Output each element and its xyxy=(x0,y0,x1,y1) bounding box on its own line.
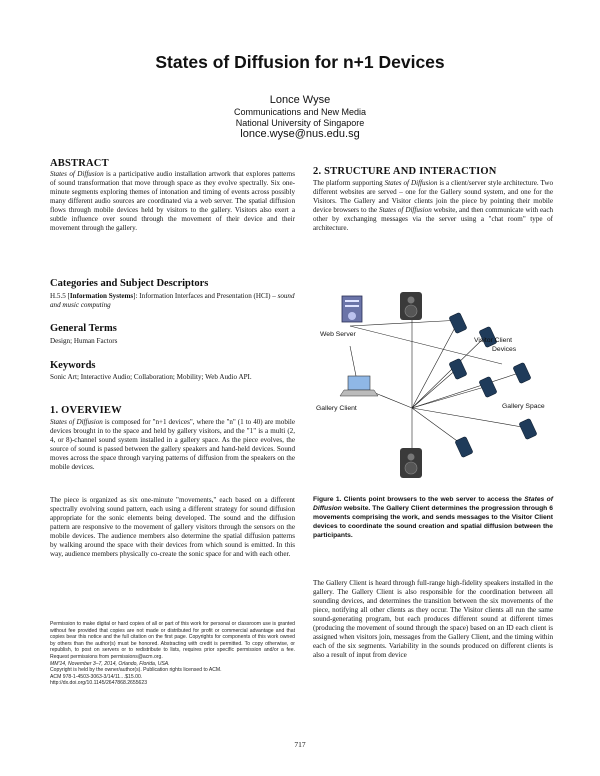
phone-icon xyxy=(455,436,473,457)
phone-icon xyxy=(513,362,531,383)
phone-icon xyxy=(449,312,467,333)
phone-icon xyxy=(519,418,537,439)
permission-doi[interactable]: http://dx.doi.org/10.1145/2647868.2655623 xyxy=(50,680,148,687)
abstract-lead: States of Diffusion xyxy=(50,170,104,178)
overview-heading: 1. OVERVIEW xyxy=(50,405,122,416)
general-terms-text: Design; Human Factors xyxy=(50,337,118,345)
structure-p1-lead: States of Diffusion xyxy=(384,179,438,187)
structure-paragraph-2: The Gallery Client is heard through full-range high-fidelity speakers installed in the gallery. The Gallery Client is also responsible for the coordination between all sounding devices, and determines the transition between the six movements of the piece, notifying all other clients as they occur. The Visitor clients all run the same sound-generating program, but each produces different sound at different times (producing the movement of sound through the space) based on an ID each client is assigned when visitors join, messages from the Gallery Client, and the timing within each of the six segments. Variability in the sounds produced on different clients is also a result of input from device xyxy=(313,579,553,660)
permission-block xyxy=(50,621,295,687)
overview-lead: States of Diffusion xyxy=(50,418,103,426)
categories-bold: Information Systems xyxy=(69,292,134,300)
permission-acm: ACM 978-1-4503-3063-3/14/11…$15.00. xyxy=(50,673,143,680)
phone-icon xyxy=(449,358,467,379)
author-name: Lonce Wyse xyxy=(269,94,331,106)
phone-icon xyxy=(479,376,497,397)
paper-title: States of Diffusion for n+1 Devices xyxy=(155,52,445,72)
categories-heading: Categories and Subject Descriptors xyxy=(50,278,209,289)
laptop-icon xyxy=(340,376,378,396)
author-email[interactable]: lonce.wyse@nus.edu.sg xyxy=(240,128,360,140)
permission-copyright: Copyright is held by the owner/author(s). Publication rights licensed to ACM. xyxy=(50,667,222,674)
label-web-server: Web Server xyxy=(320,331,356,338)
caption-italic: States of Diffusion xyxy=(313,496,553,513)
keywords-heading: Keywords xyxy=(50,360,96,371)
visitor-phones xyxy=(449,312,537,457)
web-server-icon xyxy=(342,296,362,322)
label-visitor-client: Visitor Client xyxy=(474,337,513,344)
abstract-body: is a participative audio installation artwork that explores patterns of sound transformation that move through space as they evolve spectrally. Six one-minute segments exploring themes of intonation and timing of events across possibly many different audio sources are coordinated via a web server. The spatial diffusion flows through mobile devices held by visitors to the gallery. Visitors also exert a subtle influence over sound through the movement of their device and their movement through the gallery. xyxy=(50,170,295,233)
keywords-text: Sonic Art; Interactive Audio; Collaboration; Mobility; Web Audio API. xyxy=(50,373,252,381)
permission-venue: MM'14, November 3–7, 2014, Orlando, Florida, USA. xyxy=(50,660,170,667)
speaker-top-icon xyxy=(400,292,422,320)
overview-paragraph-2: The piece is organized as six one-minute "movements," each based on a different spectrally evolving sound pattern, each using a different strategy for sound diffusion appropriate for the sonic elements being developed. The sound and the diffusion pattern are responsive to the movement of gallery visitors through the sensors on the mobile devices. The audience members also determine the spatial diffusion patterns by walking around the space with their devices from which sound is emitted. In this way, audience members physically co-create the sonic space for and with each other. xyxy=(50,496,295,559)
page-number: 717 xyxy=(294,740,306,749)
structure-heading: 2. STRUCTURE AND INTERACTION xyxy=(313,166,497,177)
structure-paragraph-1 xyxy=(313,179,553,233)
permission-text: Permission to make digital or hard copies of all or part of this work for personal or classroom use is granted without fee provided that copies are not made or distributed for profit or commercial advantage and that copies bear this notice and the full citation on the first page. Copyrights for components of this work owned by others than the author(s) must be honored. Abstracting with credit is permitted. To copy otherwise, or republish, to post on servers or to redistribute to lists, requires prior specific permission and/or a fee. Request permissions from permissions@acm.org. xyxy=(50,621,295,660)
author-affiliation-2: National University of Singapore xyxy=(235,118,365,128)
categories-body: ]: Information Interfaces and Presentation (HCI) – xyxy=(133,292,278,300)
label-devices: Devices xyxy=(492,346,517,353)
abstract-heading: ABSTRACT xyxy=(50,158,109,169)
structure-p1-b: is a client/server style architecture. Two different websites are served – one for the Gallery sound system, and one for the Visitors. The Gallery and Visitor clients join the piece by pointing their mobile device browsers to the xyxy=(313,179,553,215)
figure-diagram xyxy=(312,286,580,486)
label-gallery-client: Gallery Client xyxy=(316,405,357,412)
speaker-bottom-icon xyxy=(400,448,422,478)
caption-a: Figure 1. Clients point browsers to the web server to access the xyxy=(313,496,525,503)
figure-caption xyxy=(313,495,553,540)
overview-p1-body: is composed for "n+1 devices", where the "n" (1 to 40) are mobile devices brought in to the space and held by gallery visitors, and the "1" is a multi (2, 4, or 8)-channel sound system installed in a gallery space. As the piece evolves, the source of sound is passed between the gallery speakers and hand-held devices. Sound moves across the space through varying patterns of diffusion from the speakers on the mobile devices. xyxy=(50,418,295,472)
categories-text xyxy=(50,292,295,310)
categories-italic: sound and music computing xyxy=(50,292,295,310)
structure-p1-a: The platform supporting xyxy=(313,179,385,187)
general-terms-heading: General Terms xyxy=(50,323,117,334)
categories-code: H.5.5 [ xyxy=(50,292,70,300)
overview-paragraph-1 xyxy=(50,418,295,472)
abstract-text xyxy=(50,170,295,233)
structure-p1-lead2: States of Diffusion xyxy=(379,206,432,215)
author-affiliation-1: Communications and New Media xyxy=(233,107,367,117)
label-gallery-space: Gallery Space xyxy=(502,403,545,410)
connection-lines xyxy=(350,306,528,462)
structure-p1-c: website, and then communicate with each other by exchanging messages via the server using a "chat room" type of architecture. xyxy=(313,206,554,233)
caption-b: website. The Gallery Client determines the progression through 6 movements comprising the work, and sends messages to the Visitor Client devices to coordinate the sound creation and spatial diffusion between the participants. xyxy=(313,505,553,540)
